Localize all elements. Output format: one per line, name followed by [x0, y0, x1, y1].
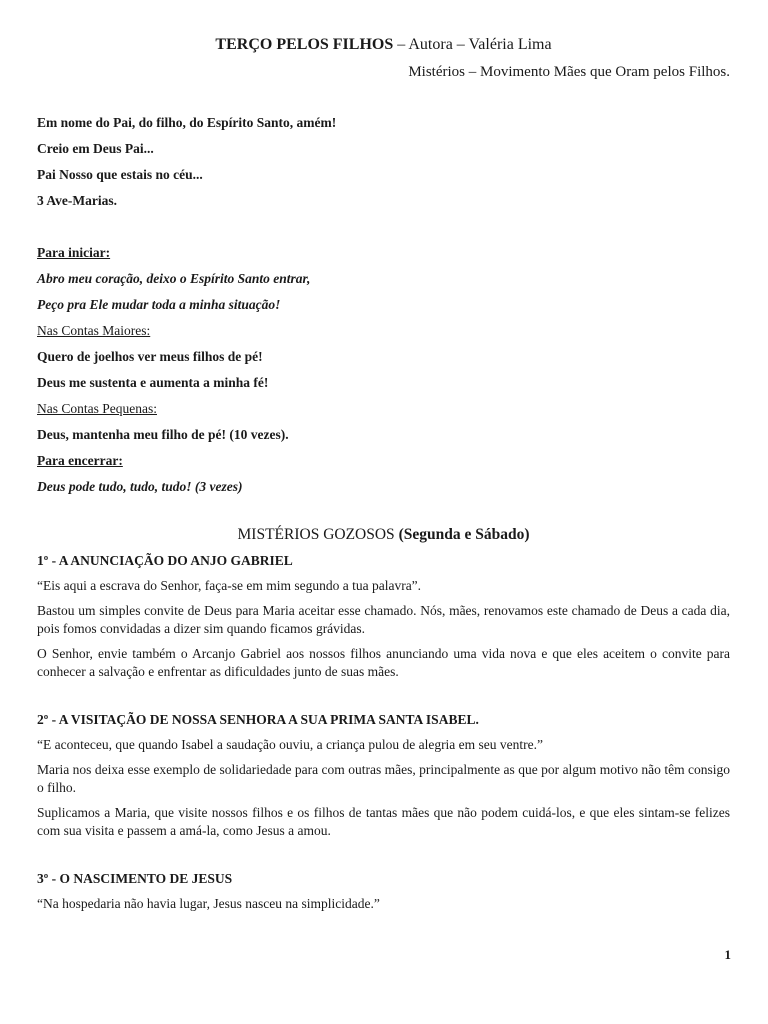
- mystery-quote: “Eis aqui a escrava do Senhor, faça-se em mim segundo a tua palavra”.: [37, 578, 422, 593]
- document-subtitle: Mistérios – Movimento Mães que Oram pelos Filhos.: [408, 64, 730, 80]
- mystery-paragraph: O Senhor, envie também o Arcanjo Gabriel aos nossos filhos anunciando uma vida nova e que eles aceitem o convite para conhecer a salvação e enfrentar as dificuldades junto de suas mães.: [37, 646, 730, 679]
- major-line: Quero de joelhos ver meus filhos de pé!: [37, 349, 263, 364]
- mystery-paragraph: Maria nos deixa esse exemplo de solidariedade para com outras mães, principalmente as que por algum motivo não têm consigo o filho.: [37, 762, 730, 795]
- start-label: Para iniciar:: [37, 245, 111, 260]
- mystery-heading: 2º - A VISITAÇÃO DE NOSSA SENHORA A SUA PRIMA SANTA ISABEL.: [37, 712, 479, 727]
- minor-line: Deus, mantenha meu filho de pé! (10 vezes).: [37, 427, 289, 442]
- mystery-heading: 1º - A ANUNCIAÇÃO DO ANJO GABRIEL: [37, 553, 293, 568]
- opening-prayer: Pai Nosso que estais no céu...: [37, 167, 203, 182]
- end-label-line: [37, 448, 730, 474]
- opening-prayer: Em nome do Pai, do filho, do Espírito Santo, amém!: [37, 115, 337, 130]
- end-line: Deus pode tudo, tudo, tudo! (3 vezes): [37, 479, 243, 494]
- end-label: Para encerrar:: [37, 453, 123, 468]
- start-line: Abro meu coração, deixo o Espírito Santo entrar,: [37, 271, 311, 286]
- mystery-quote: “E aconteceu, que quando Isabel a saudação ouviu, a criança pulou de alegria em seu ventre.”: [37, 737, 544, 752]
- page-number: 1: [724, 947, 731, 962]
- minor-label-line: [37, 396, 730, 422]
- section-title-name: MISTÉRIOS GOZOSOS: [237, 526, 395, 543]
- major-label-line: [37, 318, 730, 344]
- prayer-section: [37, 110, 730, 500]
- section-title-days: (Segunda e Sábado): [394, 526, 530, 543]
- document-title-line: [37, 34, 730, 56]
- major-line: Deus me sustenta e aumenta a minha fé!: [37, 375, 269, 390]
- document-author: – Autora – Valéria Lima: [393, 36, 552, 53]
- section-title: [37, 524, 730, 546]
- mystery-1: [37, 551, 730, 681]
- major-beads-label: Nas Contas Maiores:: [37, 323, 151, 338]
- document-title: TERÇO PELOS FILHOS: [215, 36, 394, 53]
- mystery-paragraph: Bastou um simples convite de Deus para Maria aceitar esse chamado. Nós, mães, renovamos este chamado de Deus a cada dia, pois fomos convidadas a dizer sim quando ficamos grávidas.: [37, 603, 730, 636]
- start-line: Peço pra Ele mudar toda a minha situação!: [37, 297, 281, 312]
- opening-prayer: Creio em Deus Pai...: [37, 141, 154, 156]
- mystery-paragraph: Suplicamos a Maria, que visite nossos filhos e os filhos de tantas mães que não podem cuidá-los, e que eles sintam-se felizes com sua visita e passem a amá-la, como Jesus a amou.: [37, 805, 730, 838]
- mystery-quote: “Na hospedaria não havia lugar, Jesus nasceu na simplicidade.”: [37, 896, 380, 911]
- mystery-2: [37, 710, 730, 840]
- minor-beads-label: Nas Contas Pequenas:: [37, 401, 157, 416]
- mystery-3: [37, 869, 730, 913]
- start-label-line: [37, 240, 730, 266]
- mystery-heading: 3º - O NASCIMENTO DE JESUS: [37, 871, 233, 886]
- opening-prayer: 3 Ave-Marias.: [37, 193, 117, 208]
